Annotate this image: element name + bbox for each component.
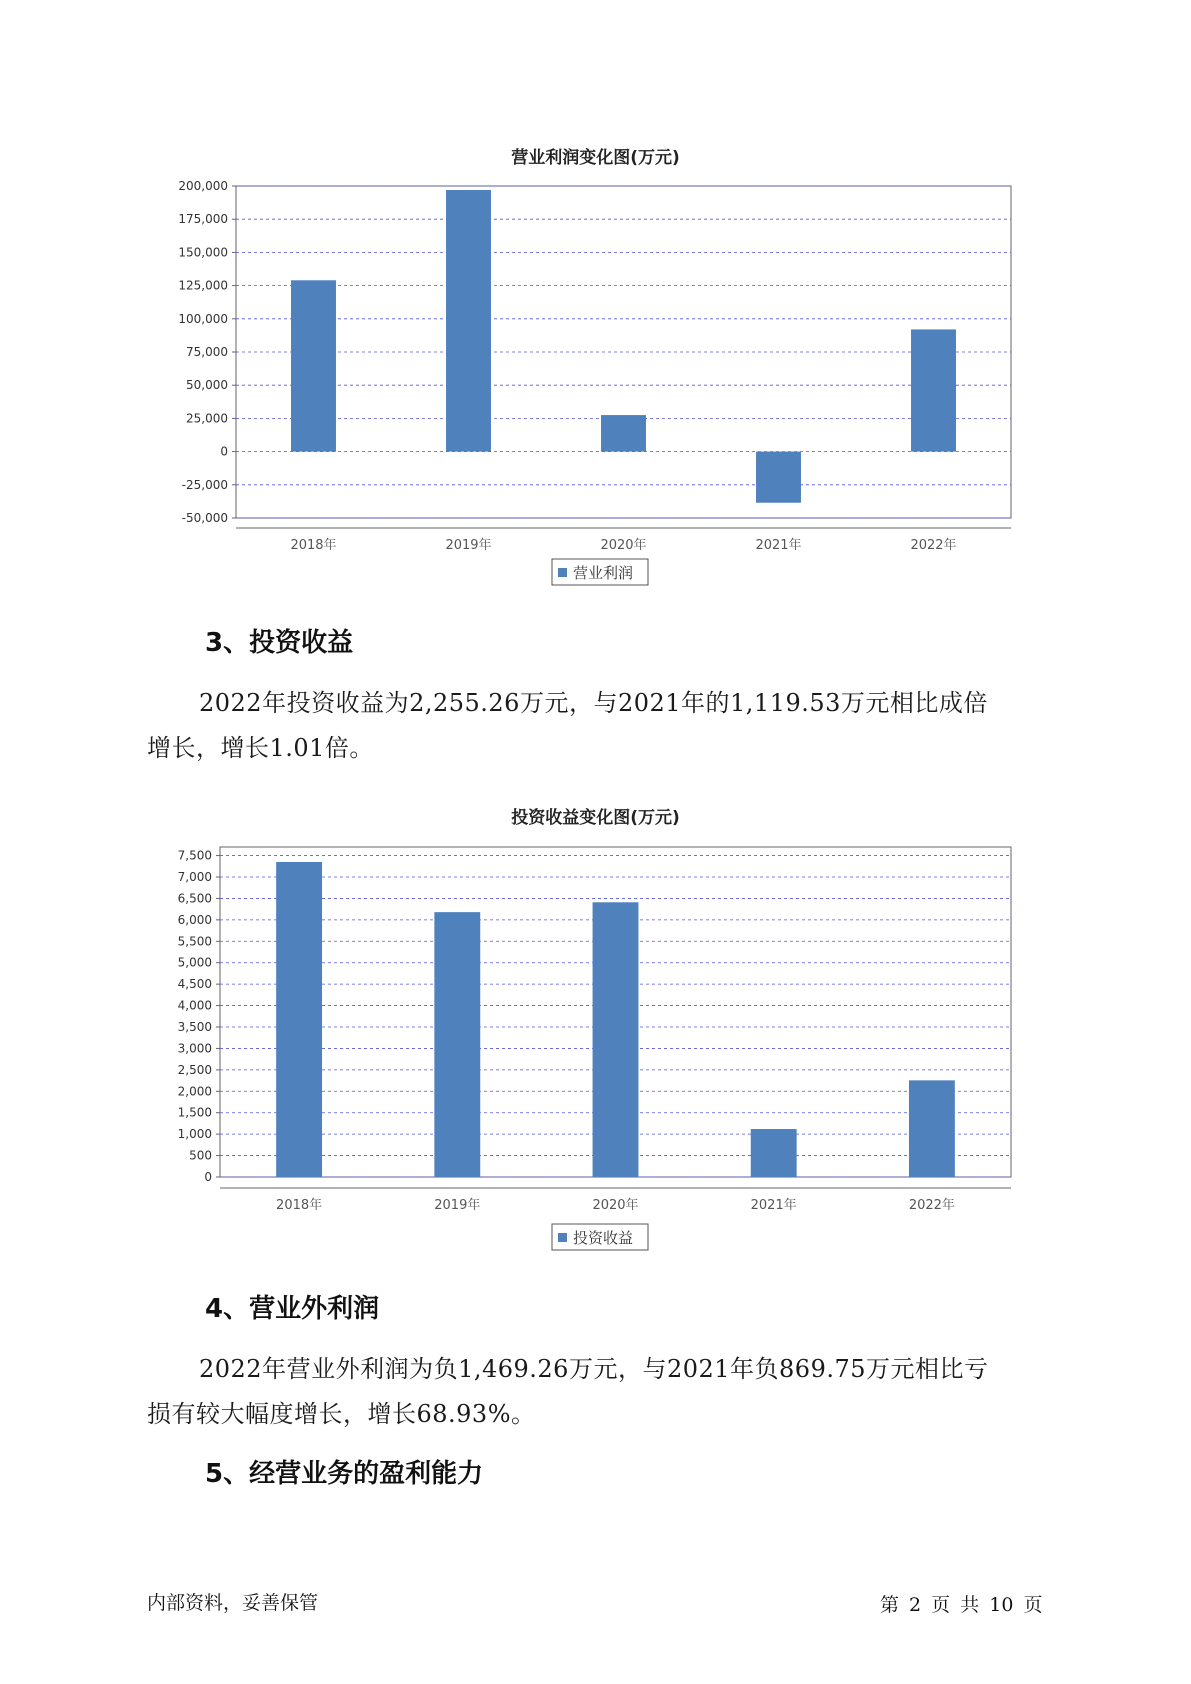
x-tick-label: 2020年 <box>592 1198 639 1213</box>
x-tick-label: 2021年 <box>755 538 802 553</box>
bar-5 <box>909 1080 955 1177</box>
section-4-line-1: 2022年营业外利润为负1,469.26万元，与2021年负869.75万元相比亏 <box>199 1355 989 1383</box>
y-tick-label: 75,000 <box>186 345 228 359</box>
x-tick-label: 2018年 <box>276 1198 323 1213</box>
y-tick-label: 175,000 <box>178 212 228 227</box>
y-tick-label: 0 <box>220 444 228 459</box>
legend-label: 投资收益 <box>573 1229 634 1247</box>
y-tick-label: 6,500 <box>177 891 212 906</box>
section-3-line-2: 增长，增长1.01倍。 <box>147 734 374 762</box>
y-tick-label: 3,000 <box>177 1041 212 1056</box>
y-tick-label: 150,000 <box>178 245 228 260</box>
y-tick-label: 5,500 <box>177 934 212 949</box>
investment-chart-title: 投资收益变化图(万元) <box>511 808 680 828</box>
bar-4 <box>751 1129 797 1177</box>
x-tick-label: 2018年 <box>290 538 337 553</box>
x-tick-label: 2022年 <box>908 1198 955 1213</box>
profit-chart-title: 营业利润变化图(万元) <box>511 148 680 168</box>
bar-5 <box>911 329 956 451</box>
y-tick-label: 4,000 <box>177 998 212 1013</box>
bar-4 <box>756 452 801 503</box>
y-tick-label: 7,000 <box>177 870 212 884</box>
y-tick-label: 1,500 <box>177 1105 212 1120</box>
section-3-heading: 3、投资收益 <box>205 628 354 658</box>
y-tick-label: 7,500 <box>177 848 212 863</box>
x-tick-label: 2021年 <box>750 1198 797 1213</box>
profit-chart <box>0 170 1191 590</box>
bar-2 <box>434 912 480 1177</box>
legend-swatch <box>558 568 567 577</box>
footer-page-number: 第 2 页 共 10 页 <box>880 1594 1043 1616</box>
x-tick-label: 2019年 <box>445 538 492 553</box>
x-tick-label: 2020年 <box>600 538 647 553</box>
y-tick-label: -25,000 <box>181 477 228 492</box>
section-5-heading: 5、经营业务的盈利能力 <box>205 1459 484 1489</box>
bar-3 <box>593 902 639 1177</box>
bar-1 <box>276 862 322 1177</box>
footer-confidential-note: 内部资料，妥善保管 <box>147 1592 319 1614</box>
legend-swatch <box>558 1233 567 1242</box>
y-tick-label: 5,000 <box>177 955 212 970</box>
y-tick-label: 500 <box>189 1148 212 1163</box>
section-3-paragraph <box>147 681 1047 771</box>
y-tick-label: 200,000 <box>178 179 228 193</box>
y-tick-label: 4,500 <box>177 977 212 992</box>
y-tick-label: 0 <box>204 1170 212 1184</box>
section-3-line-1: 2022年投资收益为2,255.26万元，与2021年的1,119.53万元相比成倍 <box>199 689 988 717</box>
y-tick-label: 125,000 <box>178 278 228 293</box>
y-tick-label: 6,000 <box>177 912 212 927</box>
section-4-paragraph <box>147 1347 1047 1437</box>
y-tick-label: 50,000 <box>186 378 228 393</box>
section-4-heading: 4、营业外利润 <box>205 1294 380 1324</box>
y-tick-label: 25,000 <box>186 411 228 426</box>
bar-2 <box>446 190 491 452</box>
x-tick-label: 2022年 <box>910 538 957 553</box>
x-tick-label: 2019年 <box>434 1198 481 1213</box>
y-tick-label: 2,000 <box>177 1084 212 1099</box>
bar-3 <box>601 415 646 452</box>
investment-chart <box>0 835 1191 1255</box>
y-tick-label: 3,500 <box>177 1020 212 1034</box>
y-tick-label: 1,000 <box>177 1127 212 1142</box>
legend-label: 营业利润 <box>573 564 634 582</box>
y-tick-label: -50,000 <box>181 511 228 525</box>
section-4-line-2: 损有较大幅度增长，增长68.93%。 <box>147 1400 536 1428</box>
y-tick-label: 100,000 <box>178 311 228 326</box>
y-tick-label: 2,500 <box>177 1062 212 1077</box>
bar-1 <box>291 280 336 451</box>
